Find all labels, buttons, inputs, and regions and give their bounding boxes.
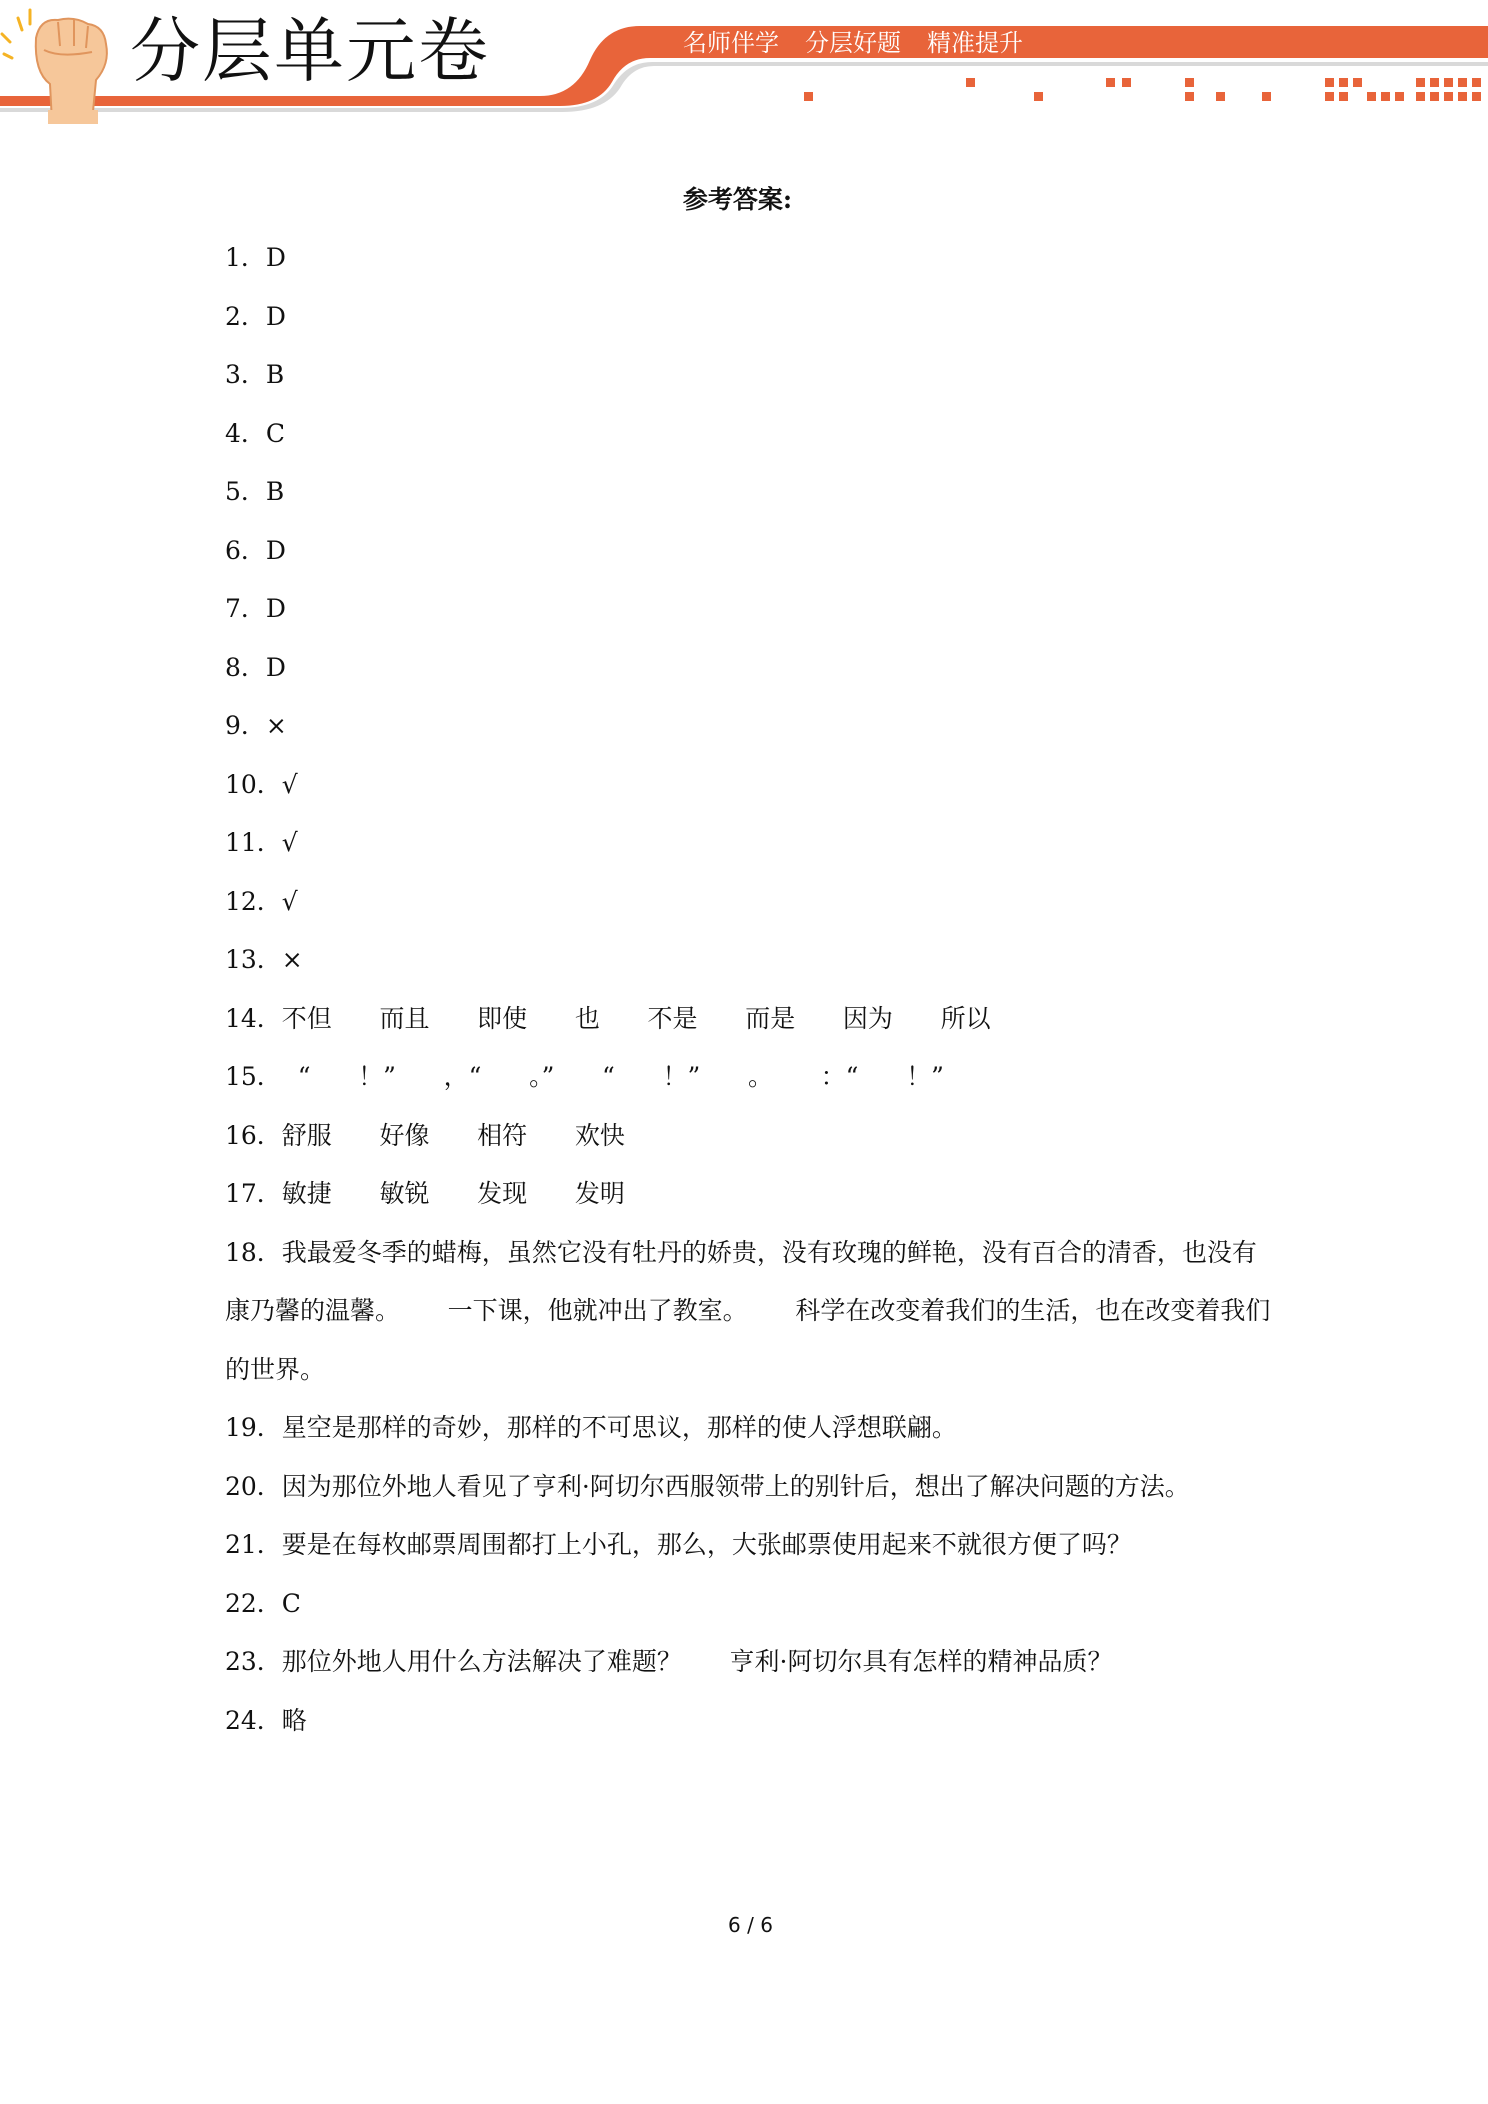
answer-item: 3．B [225, 360, 285, 389]
answer-item: 15． “ ！” ，“ 。” “ ！” 。 ：“ ！” [225, 1062, 944, 1091]
answer-item: 16．舒服 好像 相符 欢快 [225, 1120, 625, 1150]
answer-item: 18．我最爱冬季的蜡梅，虽然它没有牡丹的娇贵，没有玫瑰的鲜艳，没有百合的清香，也没有康乃馨的温馨。 一下课，他就冲出了教室。 科学在改变着我们的生活，也在改变着我们的世界。 [225, 1237, 1271, 1384]
answer-item: 14．不但 而且 即使 也 不是 而是 因为 所以 [225, 1003, 991, 1033]
slogan-item: 分层好题 [805, 29, 901, 57]
answer-item: 5．B [225, 477, 285, 506]
answer-item: 10．√ [225, 769, 298, 799]
answer-item: 21．要是在每枚邮票周围都打上小孔，那么，大张邮票使用起来不就很方便了吗？ [225, 1530, 1132, 1559]
answer-item: 19．星空是那样的奇妙，那样的不可思议，那样的使人浮想联翩。 [225, 1413, 957, 1442]
answer-item: 1．D [225, 243, 286, 272]
answer-item: 11．√ [225, 828, 298, 857]
brand-title: 分层单元卷 [130, 10, 490, 92]
answer-item: 6．D [225, 535, 286, 565]
answer-item: 17．敏捷 敏锐 发现 发明 [225, 1179, 625, 1208]
page-header [0, 0, 1488, 130]
answer-item: 23．那位外地人用什么方法解决了难题？ 亨利·阿切尔具有怎样的精神品质？ [225, 1647, 1113, 1676]
answer-item: 20．因为那位外地人看见了亨利·阿切尔西服领带上的别针后，想出了解决问题的方法。 [225, 1471, 1190, 1501]
slogan-item: 精准提升 [927, 29, 1023, 57]
answer-item: 9．× [225, 711, 287, 740]
answer-item: 12．√ [225, 886, 298, 916]
answer-item: 2．D [225, 301, 286, 331]
header-slogan [683, 25, 1023, 61]
answer-item: 13．× [225, 945, 303, 974]
decorative-squares [804, 78, 1481, 101]
slogan-item: 名师伴学 [683, 29, 779, 57]
answer-item: 4．C [225, 418, 286, 448]
answer-item: 22．C [225, 1588, 301, 1618]
answer-list [225, 229, 1275, 1750]
answer-item: 24．略 [225, 1705, 307, 1735]
page-number: 6 / 6 [728, 1913, 773, 1937]
answer-item: 8．D [225, 652, 286, 682]
raised-fist-icon [2, 10, 107, 124]
answer-item: 7．D [225, 594, 286, 623]
answer-key-title: 参考答案: [682, 185, 793, 214]
